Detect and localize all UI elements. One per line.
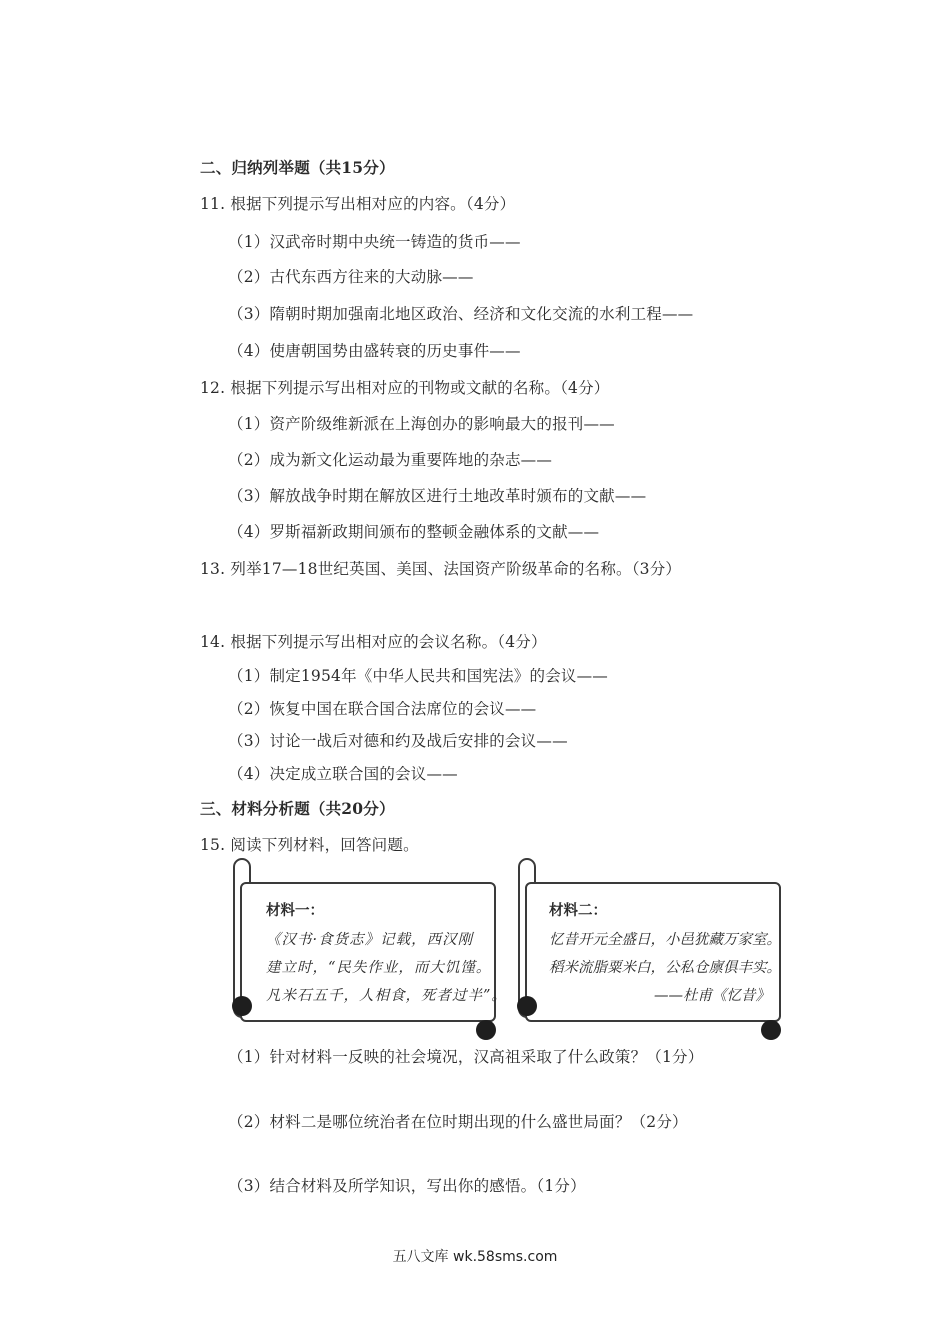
question-12-item-2: （2）成为新文化运动最为重要阵地的杂志——: [228, 451, 553, 469]
section-2-title: 二、归纳列举题（共15分）: [200, 158, 395, 177]
question-11-item-1: （1）汉武帝时期中央统一铸造的货币——: [228, 233, 521, 251]
question-12-item-3: （3）解放战争时期在解放区进行土地改革时颁布的文献——: [228, 487, 647, 505]
material-2-roll-end-right: [761, 1020, 781, 1040]
material-1-line-3: 凡米石五千，人相食，死者过半”。: [266, 988, 507, 1004]
question-11-item-4: （4）使唐朝国势由盛转衰的历史事件——: [228, 342, 521, 360]
material-2-roll-end-left: [517, 996, 537, 1016]
footer-watermark: 五八文库 wk.58sms.com: [392, 1249, 558, 1265]
question-15-sub-1: （1）针对材料一反映的社会境况，汉高祖采取了什么政策？（1分）: [228, 1048, 704, 1066]
section-3-title: 三、材料分析题（共20分）: [200, 799, 395, 818]
question-14-item-4: （4）决定成立联合国的会议——: [228, 765, 458, 783]
material-1-line-1: 《汉书·食货志》记载，西汉刚: [266, 932, 474, 948]
material-2-line-1: 忆昔开元全盛日，小邑犹藏万家室。: [549, 932, 781, 948]
question-13-stem: 13. 列举17—18世纪英国、美国、法国资产阶级革命的名称。（3分）: [200, 560, 682, 578]
question-14-stem: 14. 根据下列提示写出相对应的会议名称。（4分）: [200, 633, 547, 651]
question-12-item-4: （4）罗斯福新政期间颁布的整顿金融体系的文献——: [228, 523, 600, 541]
question-11-item-2: （2）古代东西方往来的大动脉——: [228, 268, 474, 286]
question-11-item-3: （3）隋朝时期加强南北地区政治、经济和文化交流的水利工程——: [228, 305, 694, 323]
material-1-title: 材料一：: [266, 902, 324, 919]
question-14-item-1: （1）制定1954年《中华人民共和国宪法》的会议——: [228, 667, 609, 685]
material-1-roll-end-left: [232, 996, 252, 1016]
question-14-item-2: （2）恢复中国在联合国合法席位的会议——: [228, 700, 537, 718]
material-2-source: ——杜甫《忆昔》: [654, 988, 770, 1004]
question-15-sub-2: （2）材料二是哪位统治者在位时期出现的什么盛世局面？（2分）: [228, 1113, 688, 1131]
question-14-item-3: （3）讨论一战后对德和约及战后安排的会议——: [228, 732, 568, 750]
question-15-sub-3: （3）结合材料及所学知识，写出你的感悟。（1分）: [228, 1177, 586, 1195]
question-11-stem: 11. 根据下列提示写出相对应的内容。（4分）: [200, 195, 516, 213]
material-1-line-2: 建立时，“民失作业，而大饥馑。: [266, 960, 492, 976]
question-12-stem: 12. 根据下列提示写出相对应的刊物或文献的名称。（4分）: [200, 379, 610, 397]
material-2-line-2: 稻米流脂粟米白，公私仓廪俱丰实。: [549, 960, 781, 976]
material-1-roll-end-right: [476, 1020, 496, 1040]
question-15-stem: 15. 阅读下列材料，回答问题。: [200, 836, 419, 854]
question-12-item-1: （1）资产阶级维新派在上海创办的影响最大的报刊——: [228, 415, 615, 433]
material-2-title: 材料二：: [549, 902, 607, 919]
